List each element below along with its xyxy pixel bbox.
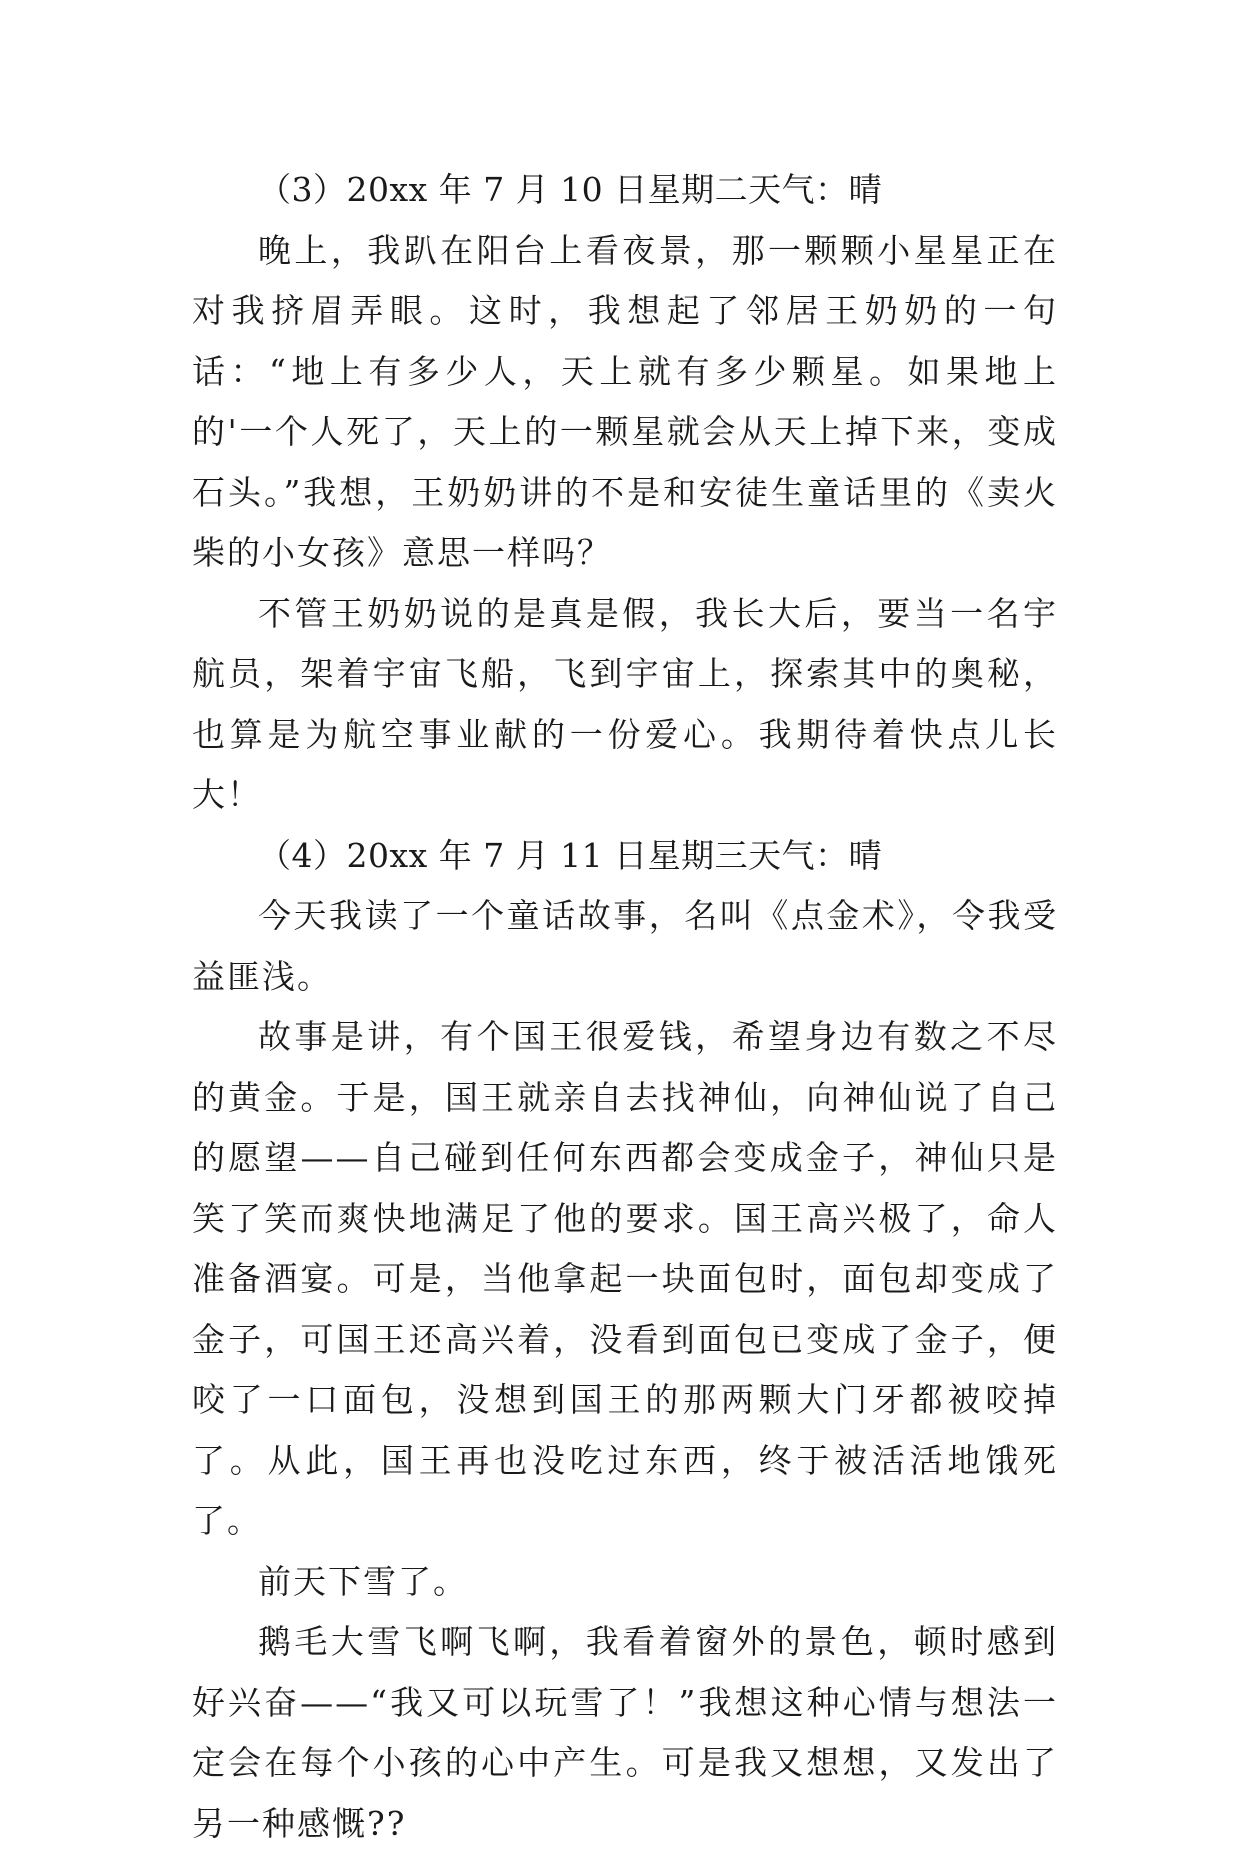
diary-entry-heading: （3）20xx 年 7 月 10 日星期二天气：晴 (258, 170, 883, 209)
diary-paragraph: 鹅毛大雪飞啊飞啊，我看着窗外的景色，顿时感到好兴奋——“我又可以玩雪了！”我想这种心情与想法一定会在每个小孩的心中产生。可是我又想想，又发出了另一种感慨?? (192, 1622, 1058, 1843)
diary-paragraph: 前天下雪了。 (258, 1561, 468, 1601)
diary-entry-heading: （4）20xx 年 7 月 11 日星期三天气：晴 (258, 835, 883, 875)
diary-paragraph: 故事是讲，有个国王很爱钱，希望身边有数之不尽的黄金。于是，国王就亲自去找神仙，向神仙说了自己的愿望——自己碰到任何东西都会变成金子，神仙只是笑了笑而爽快地满足了他的要求。国王高兴极了，命人准备酒宴。可是，当他拿起一块面包时，面包却变成了金子，可国王还高兴着，没看到面包已变成了金子，便咬了一口面包，没想到国王的那两颗大门牙都被咬掉了。从此，国王再也没吃过东西，终于被活活地饿死了。 (192, 1017, 1058, 1540)
document-page (192, 160, 1058, 1854)
diary-paragraph: 晚上，我趴在阳台上看夜景，那一颗颗小星星正在对我挤眉弄眼。这时，我想起了邻居王奶奶的一句话：“地上有多少人，天上就有多少颗星。如果地上的'一个人死了，天上的一颗星就会从天上掉下来，变成石头。”我想，王奶奶讲的不是和安徒生童话里的《卖火柴的小女孩》意思一样吗？ (192, 230, 1058, 572)
diary-paragraph: 不管王奶奶说的是真是假，我长大后，要当一名宇航员，架着宇宙飞船，飞到宇宙上，探索其中的奥秘，也算是为航空事业献的一份爱心。我期待着快点儿长大！ (192, 593, 1058, 814)
diary-paragraph: 今天我读了一个童话故事，名叫《点金术》，令我受益匪浅。 (192, 896, 1058, 996)
